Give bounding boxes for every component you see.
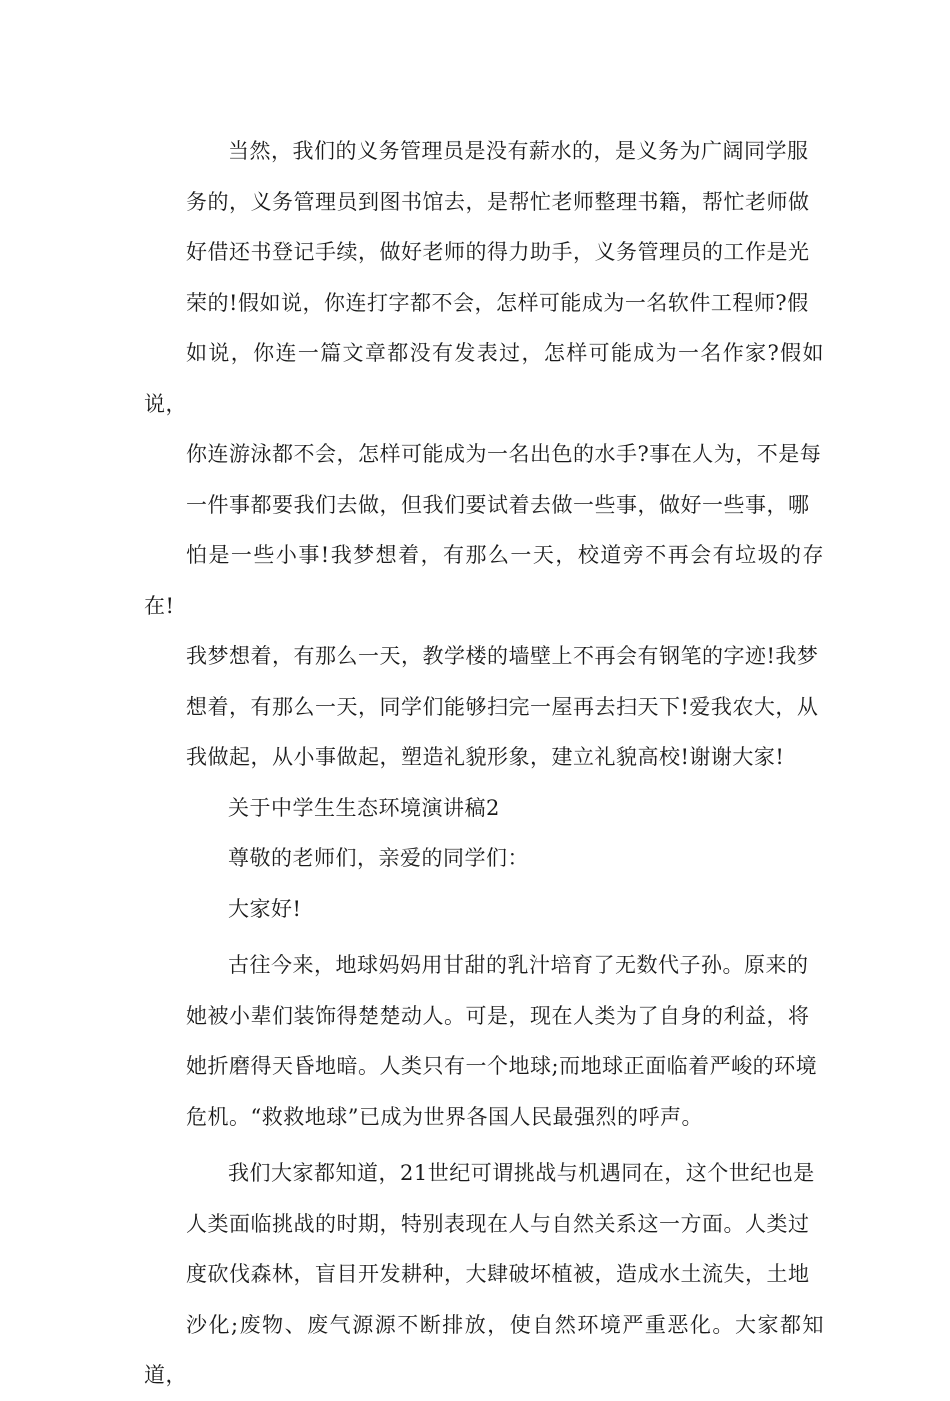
text-line: 人类面临挑战的时期，特别表现在人与自然关系这一方面。人类过 — [186, 1211, 810, 1236]
text-line: 好借还书登记手续，做好老师的得力助手，义务管理员的工作是光 — [186, 240, 810, 264]
greeting — [144, 884, 824, 935]
text-line: 怕是一些小事!我梦想着，有那么一天，校道旁不再会有垃圾的存在! — [144, 543, 824, 618]
salutation — [144, 833, 824, 884]
text-line: 危机。“救救地球”已成为世界各国人民最强烈的呼声。 — [186, 1104, 703, 1129]
text-line: 她折磨得天昏地暗。人类只有一个地球;而地球正面临着严峻的环境 — [186, 1054, 818, 1078]
text-line: 想着，有那么一天，同学们能够扫完一屋再去扫天下!爱我农大，从 — [186, 694, 819, 719]
text-line: 如说，你连一篇文章都没有发表过，怎样可能成为一名作家?假如说， — [144, 341, 824, 416]
text-line: 关于中学生生态环境演讲稿2 — [228, 795, 500, 820]
text-line: 一件事都要我们去做，但我们要试着去做一些事，做好一些事，哪 — [186, 492, 810, 517]
text-line: 我做起，从小事做起，塑造礼貌形象，建立礼貌高校!谢谢大家! — [186, 745, 785, 769]
text-line: 务的，义务管理员到图书馆去，是帮忙老师整理书籍，帮忙老师做 — [186, 189, 810, 214]
text-line: 你连游泳都不会，怎样可能成为一名出色的水手?事在人为，不是每 — [186, 442, 822, 466]
text-line: 当然，我们的义务管理员是没有薪水的，是义务为广阔同学服 — [228, 139, 809, 163]
text-line: 她被小辈们装饰得楚楚动人。可是，现在人类为了自身的利益，将 — [186, 1003, 810, 1028]
text-line: 沙化;废物、废气源源不断排放，使自然环境严重恶化。大家都知道， — [144, 1312, 824, 1387]
text-line: 度砍伐森林，盲目开发耕种，大肆破坏植被，造成水土流失，土地 — [186, 1262, 810, 1286]
text-line: 古往今来，地球妈妈用甘甜的乳汁培育了无数代子孙。原来的 — [228, 953, 809, 977]
paragraph-mother-earth — [144, 940, 824, 1142]
text-line: 我们大家都知道，21世纪可谓挑战与机遇同在，这个世纪也是 — [228, 1161, 815, 1185]
section-title — [144, 783, 824, 834]
document-page — [144, 126, 824, 1401]
text-line: 荣的!假如说，你连打字都不会，怎样可能成为一名软件工程师?假 — [186, 290, 809, 315]
text-line: 尊敬的老师们，亲爱的同学们： — [228, 846, 529, 870]
text-line: 我梦想着，有那么一天，教学楼的墙壁上不再会有钢笔的字迹!我梦 — [186, 644, 819, 668]
paragraph-volunteer-librarian — [144, 126, 824, 783]
text-line: 大家好! — [228, 896, 302, 921]
paragraph-21st-century — [144, 1148, 824, 1401]
